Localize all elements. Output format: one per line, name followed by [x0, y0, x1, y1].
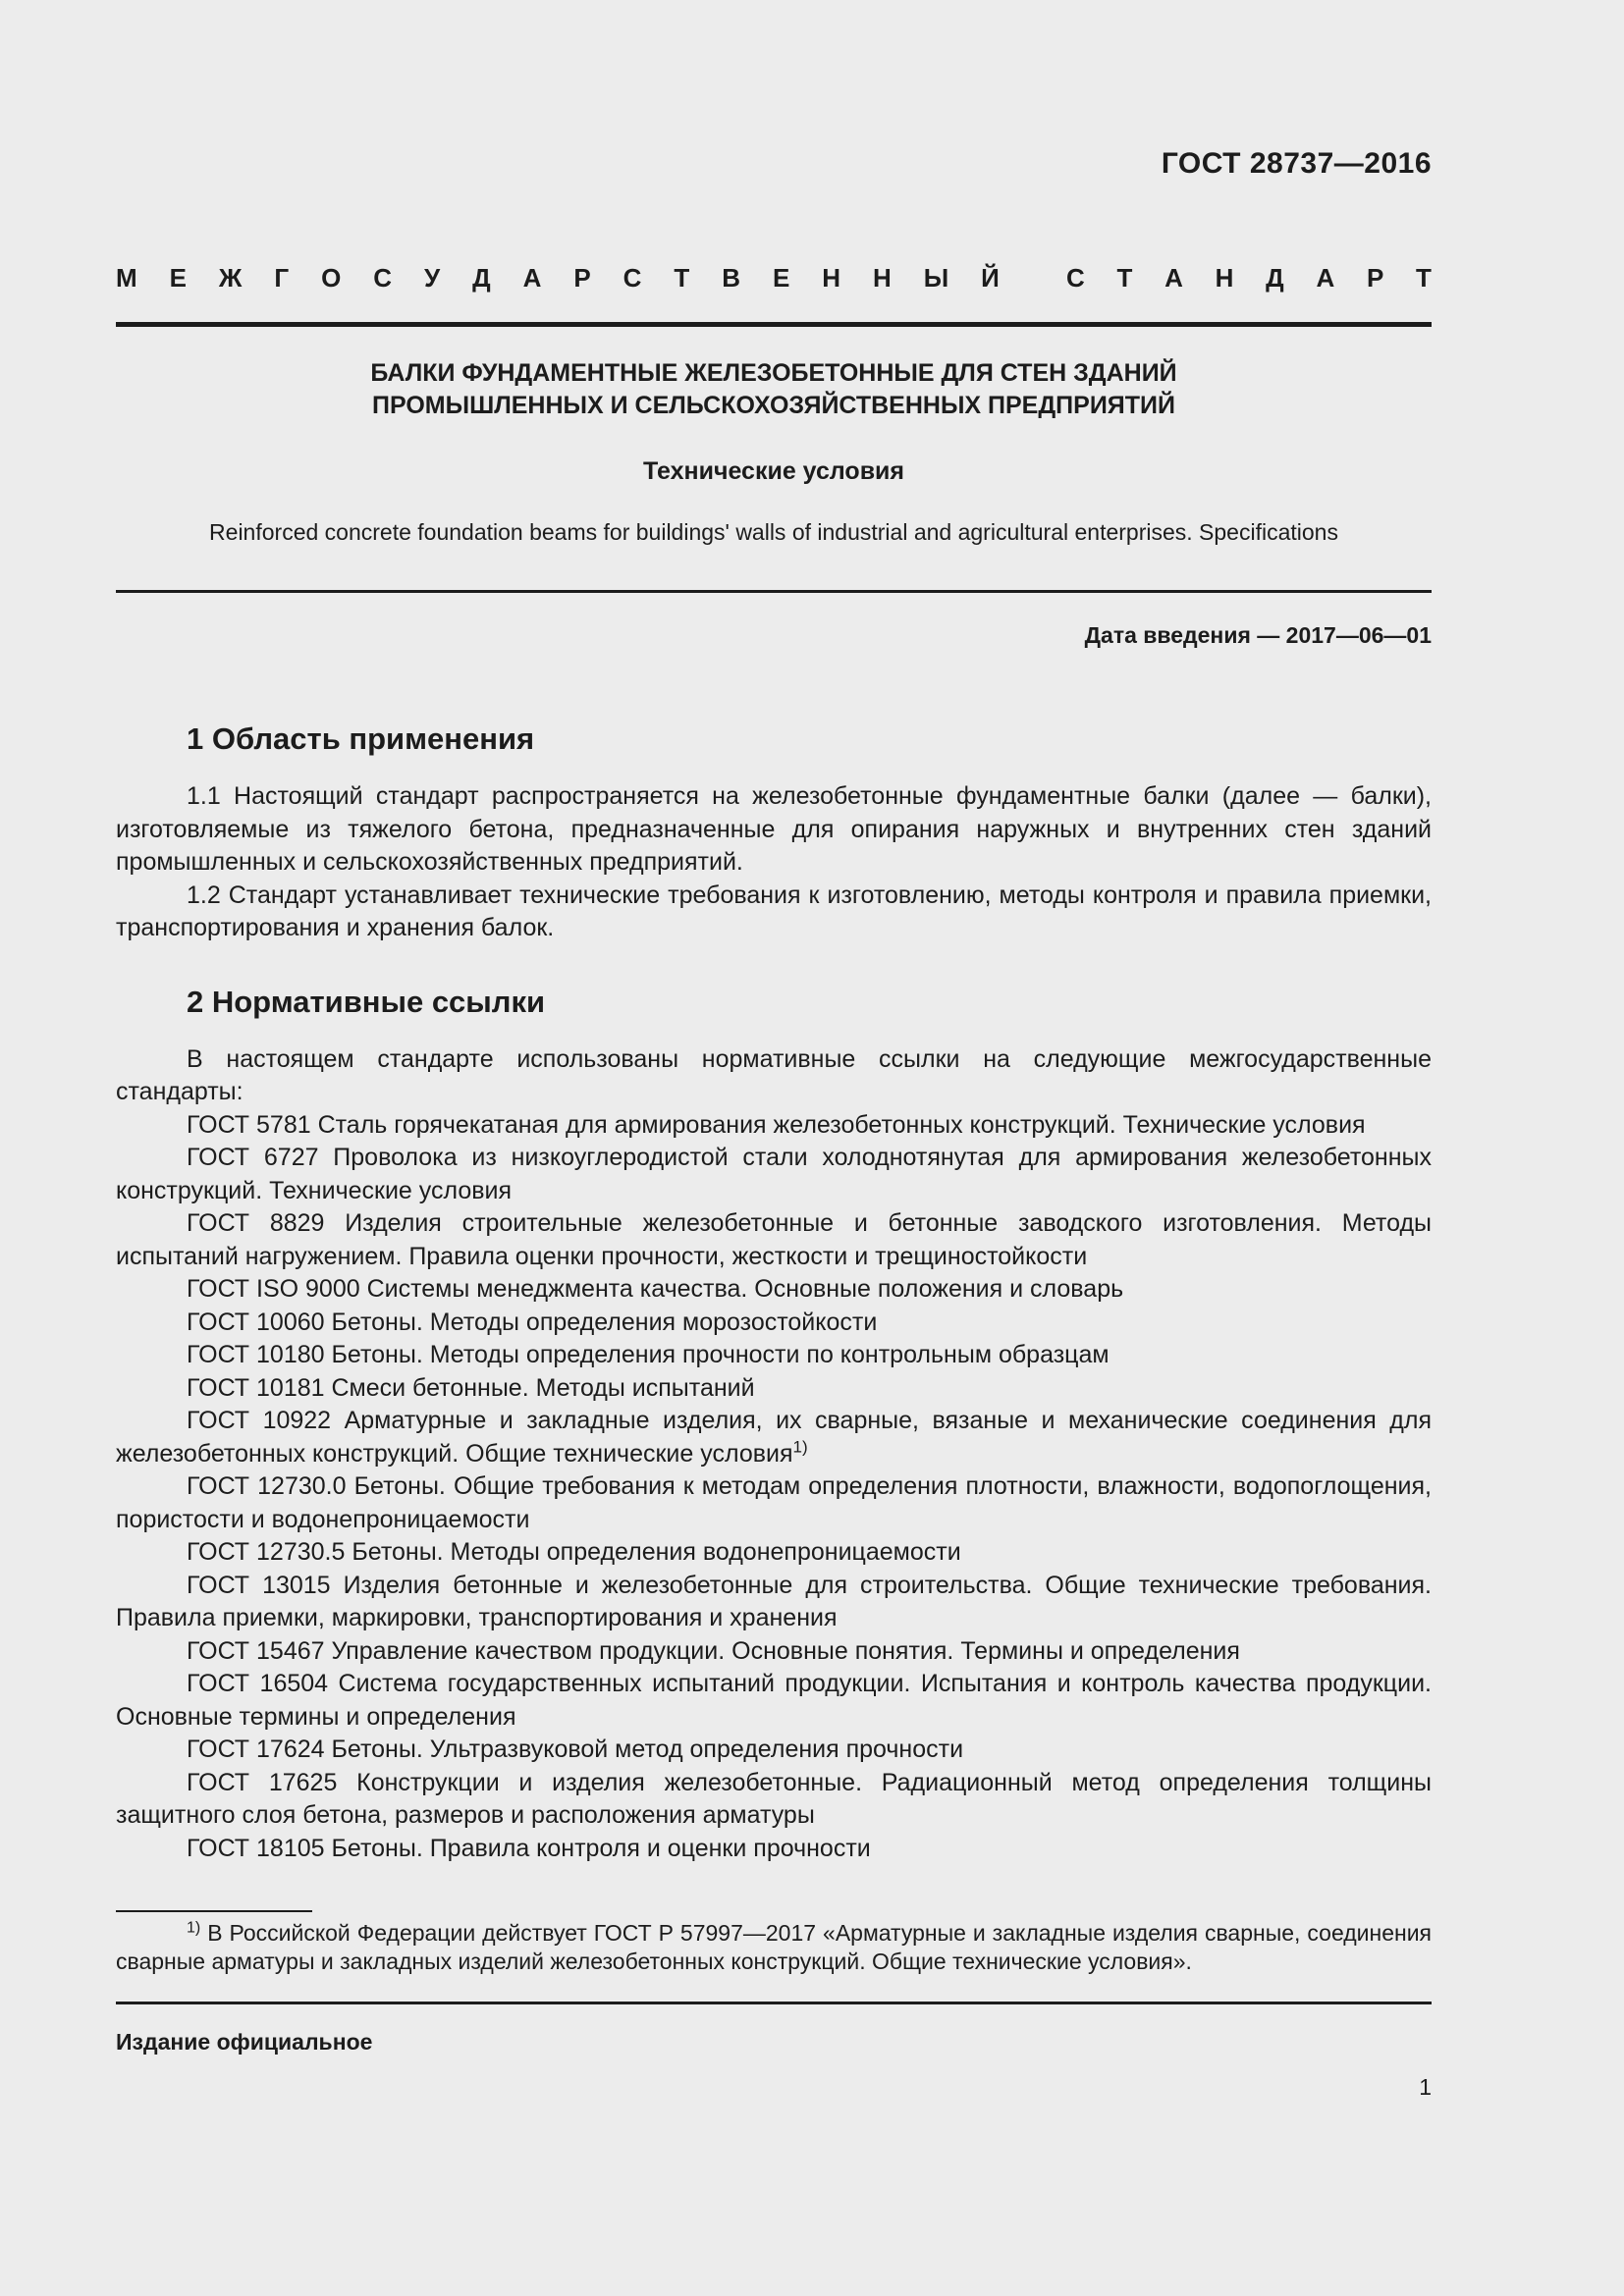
banner-letter: Т [674, 263, 690, 293]
banner-letter: Ж [218, 263, 243, 293]
document-subtitle: Технические условия [642, 457, 905, 485]
document-number: ГОСТ 28737—2016 [1161, 147, 1432, 180]
banner-letter: М [116, 263, 137, 293]
banner-letter: Н [873, 263, 892, 293]
reference-item: ГОСТ 10060 Бетоны. Методы определения морозостойкости [187, 1308, 878, 1336]
official-edition-label: Издание официальное [116, 2029, 373, 2055]
banner-letter: С [373, 263, 393, 293]
reference-item-with-footnote [116, 1405, 1432, 1470]
title-line-2: ПРОМЫШЛЕННЫХ И СЕЛЬСКОХОЗЯЙСТВЕННЫХ ПРЕДПРИЯТИЙ [372, 392, 1175, 419]
standard-word [1066, 263, 1432, 294]
banner-letter: Р [573, 263, 591, 293]
footnote-divider [116, 1910, 312, 1912]
reference-item: ГОСТ 10181 Смеси бетонные. Методы испытаний [187, 1373, 755, 1402]
banner-letter: Д [472, 263, 491, 293]
banner-letter: Ы [923, 263, 949, 293]
banner-letter: Е [772, 263, 790, 293]
page-number: 1 [1419, 2074, 1432, 2100]
interstate-word [116, 263, 1000, 294]
banner-letter: Т [1416, 263, 1432, 293]
reference-item: ГОСТ 12730.5 Бетоны. Методы определения водонепроницаемости [187, 1538, 961, 1566]
reference-item: ГОСТ ISO 9000 Системы менеджмента качества. Основные положения и словарь [187, 1275, 1124, 1303]
banner-letter: А [522, 263, 542, 293]
banner-letter: Д [1266, 263, 1284, 293]
reference-item: ГОСТ 17625 Конструкции и изделия железобетонные. Радиационный метод определения толщины защитного слоя бетона, размеров и расположения арматуры [116, 1768, 1432, 1829]
banner-letter: О [321, 263, 342, 293]
reference-item: ГОСТ 10180 Бетоны. Методы определения прочности по контрольным образцам [187, 1341, 1110, 1368]
footnote-text: В Российской Федерации действует ГОСТ Р 57997—2017 «Арматурные и закладные изделия сварные, соединения сварные арматуры и закладных изделий железобетонных конструкций. Общие технические условия». [116, 1920, 1432, 1974]
reference-item: ГОСТ 16504 Система государственных испытаний продукции. Испытания и контроль качества продукции. Основные термины и определения [116, 1670, 1432, 1731]
reference-item: ГОСТ 12730.0 Бетоны. Общие требования к методам определения плотности, влажности, водопоглощения, пористости и водонепроницаемости [116, 1472, 1432, 1533]
banner-letter: У [424, 263, 441, 293]
banner-letter: Н [822, 263, 841, 293]
top-divider [116, 322, 1432, 327]
title-line-1: БАЛКИ ФУНДАМЕНТНЫЕ ЖЕЛЕЗОБЕТОННЫЕ ДЛЯ СТЕН ЗДАНИЙ [370, 359, 1177, 387]
banner-letter: Г [274, 263, 290, 293]
interstate-standard-banner [116, 263, 1432, 294]
paragraph-1-2: 1.2 Стандарт устанавливает технические требования к изготовлению, методы контроля и правила приемки, транспортирования и хранения балок. [116, 881, 1432, 941]
banner-letter: С [1066, 263, 1085, 293]
banner-letter: Й [981, 263, 1000, 293]
bottom-divider [116, 2002, 1432, 2004]
reference-item: ГОСТ 18105 Бетоны. Правила контроля и оценки прочности [187, 1834, 871, 1862]
banner-letter: Т [1116, 263, 1133, 293]
document-body [116, 720, 1432, 1865]
paragraph-1-1: 1.1 Настоящий стандарт распространяется на железобетонные фундаментные балки (далее — балки), изготовляемые из тяжелого бетона, предназначенные для опирания наружных и внутренних стен зданий промышленных и сельскохозяйственных предприятий. [116, 782, 1432, 876]
reference-item: ГОСТ 15467 Управление качеством продукции. Основные понятия. Термины и определения [187, 1636, 1240, 1665]
reference-item: ГОСТ 13015 Изделия бетонные и железобетонные для строительства. Общие технические требования. Правила приемки, маркировки, транспортирования и хранения [116, 1571, 1432, 1631]
banner-letter: С [623, 263, 642, 293]
reference-text: ГОСТ 10922 Арматурные и закладные изделия, их сварные, вязаные и механические соединения для железобетонных конструкций. Общие технические условия [116, 1407, 1432, 1468]
banner-letter: Н [1215, 263, 1234, 293]
section-1-heading: 1 Область применения [187, 721, 535, 756]
title-divider [116, 590, 1432, 593]
references-intro: В настоящем стандарте использованы нормативные ссылки на следующие межгосударственные стандарты: [116, 1044, 1432, 1105]
reference-item: ГОСТ 5781 Сталь горячекатаная для армирования железобетонных конструкций. Технические условия [187, 1110, 1366, 1139]
banner-letter: В [722, 263, 741, 293]
banner-letter: А [1164, 263, 1183, 293]
document-title [116, 357, 1432, 422]
footnote [116, 1919, 1432, 1975]
introduction-date: Дата введения — 2017—06—01 [1084, 622, 1432, 648]
footnote-marker: 1) [187, 1919, 201, 1937]
english-title: Reinforced concrete foundation beams for buildings' walls of industrial and agricultural enterprises. Specifications [209, 519, 1338, 545]
document-page [116, 0, 1432, 2296]
banner-letter: А [1316, 263, 1335, 293]
section-2-heading: 2 Нормативные ссылки [187, 984, 546, 1019]
banner-letter: Е [169, 263, 187, 293]
footnote-marker: 1) [792, 1437, 808, 1457]
reference-item: ГОСТ 8829 Изделия строительные железобетонные и бетонные заводского изготовления. Методы испытаний нагружением. Правила оценки прочности, жесткости и трещиностойкости [116, 1209, 1432, 1270]
banner-letter: Р [1366, 263, 1384, 293]
reference-item: ГОСТ 17624 Бетоны. Ультразвуковой метод определения прочности [187, 1735, 964, 1763]
reference-item: ГОСТ 6727 Проволока из низкоуглеродистой стали холоднотянутая для армирования железобетонных конструкций. Технические условия [116, 1144, 1432, 1204]
